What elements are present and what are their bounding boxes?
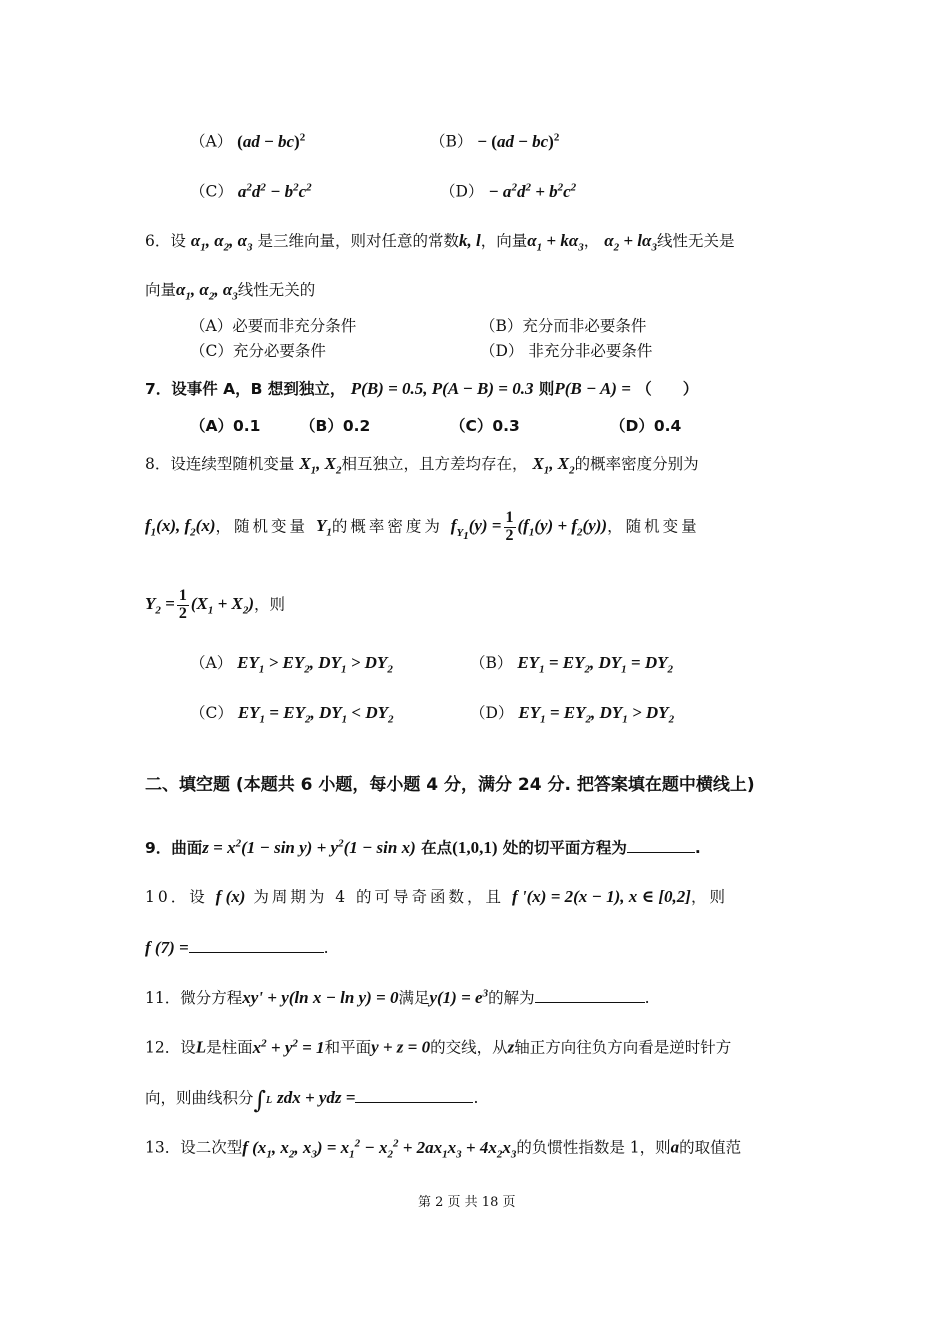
text: 处的切平面方程为 bbox=[502, 839, 627, 857]
math: $x^2 + y^2 = 1$ bbox=[252, 1037, 325, 1057]
q8-line-3 bbox=[145, 588, 285, 623]
option-label: （C） bbox=[190, 704, 233, 722]
text: . bbox=[644, 989, 650, 1007]
math: $Y_1$ bbox=[315, 516, 332, 539]
text: 8．设连续型随机变量 bbox=[145, 455, 295, 473]
text: 的解为 bbox=[488, 989, 535, 1007]
math: k, l bbox=[459, 231, 481, 250]
option-label: （B） bbox=[470, 654, 513, 672]
math: (1,0,1) bbox=[452, 838, 498, 857]
math: − (ad − bc)$^2$ bbox=[477, 131, 560, 151]
q7-option-c: （C）0.3 bbox=[450, 417, 520, 435]
text: ， bbox=[583, 232, 600, 250]
text: 的交线，从 bbox=[430, 1038, 508, 1057]
answer-blank[interactable] bbox=[189, 938, 324, 953]
q10-line-1 bbox=[145, 888, 728, 906]
math: z bbox=[507, 1037, 515, 1057]
text: . bbox=[473, 1089, 479, 1107]
integral-sign: ∫ bbox=[253, 1086, 267, 1114]
text: 设 bbox=[170, 232, 186, 250]
math: $f_1(x)$, $f_2(x)$ bbox=[145, 516, 216, 539]
q5-option-d bbox=[440, 182, 576, 200]
answer-blank[interactable] bbox=[355, 1088, 473, 1103]
math: zdx + ydz = bbox=[277, 1088, 356, 1107]
q8-line-1 bbox=[145, 455, 699, 476]
option-label: （B） bbox=[430, 132, 473, 151]
math: $a^2d^2 - b^2c^2$ bbox=[237, 181, 312, 201]
answer-blank[interactable] bbox=[535, 988, 645, 1003]
answer-blank[interactable] bbox=[627, 838, 695, 853]
text: ，则 bbox=[254, 595, 286, 614]
math: (ad − bc)$^2$ bbox=[237, 131, 306, 151]
math: $(f_1(y) + f_2(y))$ bbox=[517, 516, 608, 539]
text: 向量 bbox=[145, 281, 177, 299]
q8-option-a bbox=[190, 654, 393, 675]
q5-option-b bbox=[430, 132, 559, 150]
text: 11．微分方程 bbox=[145, 989, 243, 1007]
text: ，随机变量 bbox=[607, 517, 700, 536]
math: $X_1$, $X_2$ bbox=[299, 454, 342, 477]
text: . bbox=[694, 839, 701, 857]
text: 13．设二次型 bbox=[145, 1138, 243, 1157]
text: 10．设 bbox=[145, 888, 208, 906]
math: P(B − A) = bbox=[554, 379, 631, 398]
q7-option-a: （A）0.1 bbox=[190, 417, 261, 435]
text: 12．设 bbox=[145, 1038, 196, 1057]
q8-option-d bbox=[470, 704, 674, 725]
math: $EY_1 = EY_2$, $DY_1 < DY_2$ bbox=[237, 703, 394, 726]
q6-option-c: （C）充分必要条件 bbox=[190, 342, 326, 360]
fraction-half: $\frac{1}{2}$ bbox=[178, 587, 187, 622]
text: 的取值范 bbox=[679, 1138, 742, 1157]
math: P(B) = 0.5, P(A − B) = 0.3 bbox=[350, 379, 534, 398]
math: $\alpha_1$, $\alpha_2$, $\alpha_3$ bbox=[190, 231, 253, 254]
q8-option-c bbox=[190, 704, 394, 725]
q12-line-1 bbox=[145, 1038, 731, 1056]
text: 和平面 bbox=[324, 1038, 372, 1057]
q8-option-b bbox=[470, 654, 673, 675]
text: 7．设事件 A，B 想到独立， bbox=[145, 380, 346, 398]
text: 9．曲面 bbox=[145, 839, 203, 857]
math: $EY_1 > EY_2$, $DY_1 > DY_2$ bbox=[237, 653, 393, 676]
option-label: （A） bbox=[190, 654, 233, 672]
math: $f_{Y_1}(y)$ = bbox=[450, 516, 502, 542]
math: xy' + y(ln x − ln y) = 0 bbox=[242, 988, 399, 1007]
math: f '(x) = 2(x − 1), x ∈ [0,2] bbox=[512, 887, 691, 906]
math: f ($x_1$, $x_2$, $x_3) = x_1^2 - x_2^2 + 2ax_1x_3 + 4x_2x_3$ bbox=[242, 1137, 517, 1161]
math: L bbox=[195, 1037, 207, 1057]
q6-line-1 bbox=[145, 232, 734, 253]
q6-option-b: （B）充分而非必要条件 bbox=[480, 317, 647, 335]
math: $Y_2$ = bbox=[145, 594, 175, 617]
text: 为周期为 4 的可导奇函数，且 bbox=[253, 888, 505, 906]
math: $y(1) = e^3$ bbox=[429, 987, 489, 1007]
q11-line bbox=[145, 988, 650, 1007]
page-footer: 第 2 页 共 18 页 bbox=[418, 1195, 516, 1210]
q5-option-c bbox=[190, 182, 312, 200]
math: $(X_1 + X_2)$ bbox=[190, 594, 255, 617]
text: 满足 bbox=[398, 989, 430, 1007]
math: $X_1$, $X_2$ bbox=[532, 454, 575, 477]
text: 是三维向量，则对任意的常数 bbox=[257, 232, 459, 250]
text: ，向量 bbox=[480, 232, 528, 250]
text: 的负惯性指数是 1，则 bbox=[516, 1138, 671, 1157]
text: 的概率密度分别为 bbox=[574, 455, 699, 473]
math: $\alpha_2 + l\alpha_3$ bbox=[604, 231, 657, 254]
math: $z = x^2(1 - \sin y) + y^2(1 - \sin x)$ bbox=[202, 837, 416, 857]
q12-line-2 bbox=[145, 1088, 478, 1112]
math: − $a^2d^2 + b^2c^2$ bbox=[488, 181, 577, 201]
q8-line-2 bbox=[145, 510, 700, 545]
option-label: （A） bbox=[190, 132, 233, 151]
text: 轴正方向往负方向看是逆时针方 bbox=[514, 1038, 732, 1057]
math: f (7) = bbox=[145, 938, 189, 957]
q6-option-a: （A）必要而非充分条件 bbox=[190, 317, 357, 335]
q5-option-a bbox=[190, 132, 305, 150]
q9-line bbox=[145, 838, 701, 857]
q13-line bbox=[145, 1138, 741, 1160]
option-label: （D） bbox=[470, 704, 514, 722]
text: 是柱面 bbox=[206, 1038, 253, 1057]
math: L bbox=[266, 1095, 273, 1106]
math: a bbox=[670, 1137, 680, 1157]
math: $\alpha_1$, $\alpha_2$, $\alpha_3$ bbox=[176, 280, 238, 303]
question-number: 6． bbox=[145, 232, 171, 250]
text: 向，则曲线积分 bbox=[145, 1089, 254, 1107]
fraction-half: $\frac{1}{2}$ bbox=[505, 509, 514, 544]
math: $\alpha_1 + k\alpha_3$ bbox=[527, 231, 584, 254]
text: ，则 bbox=[690, 888, 728, 906]
math: $EY_1 = EY_2$, $DY_1 = DY_2$ bbox=[517, 653, 674, 676]
option-label: （C） bbox=[190, 182, 233, 201]
q6-option-d: （D） 非充分非必要条件 bbox=[480, 342, 653, 360]
text: . bbox=[323, 939, 329, 957]
q7-option-b: （B）0.2 bbox=[300, 417, 371, 435]
answer-bracket: （ ） bbox=[636, 380, 699, 398]
text: ，随机变量 bbox=[215, 517, 308, 536]
text: 在点 bbox=[421, 839, 453, 857]
section-heading: 二、填空题 (本题共 6 小题，每小题 4 分，满分 24 分. 把答案填在题中横线上) bbox=[145, 775, 755, 795]
math: f (x) bbox=[215, 887, 246, 906]
text: 则 bbox=[538, 380, 555, 398]
text: 线性无关的 bbox=[237, 281, 316, 299]
text: 相互独立，且方差均存在， bbox=[341, 455, 528, 473]
text: 的概率密度为 bbox=[331, 517, 443, 536]
math: y + z = 0 bbox=[371, 1037, 431, 1057]
text: 线性无关是 bbox=[656, 232, 735, 250]
q10-line-2 bbox=[145, 938, 329, 957]
math: $EY_1 = EY_2$, $DY_1 > DY_2$ bbox=[518, 703, 675, 726]
q7-option-d: （D）0.4 bbox=[610, 417, 682, 435]
q7-line bbox=[145, 380, 698, 398]
option-label: （D） bbox=[440, 182, 484, 201]
q6-line-2 bbox=[145, 281, 315, 302]
